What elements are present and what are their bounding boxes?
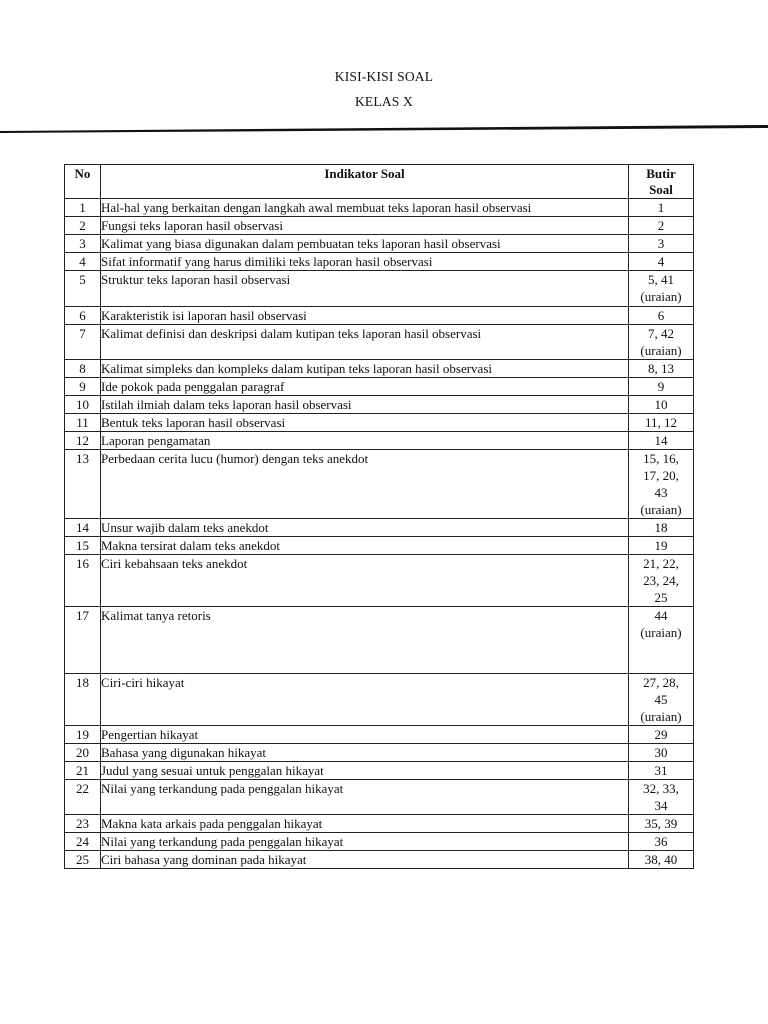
butir-line: 44 xyxy=(654,608,668,623)
indikator-cell: Struktur teks laporan hasil observasi xyxy=(101,271,629,307)
butir-cell xyxy=(629,307,694,325)
butir-cell xyxy=(629,450,694,519)
row-number: 8 xyxy=(65,360,101,378)
butir-line: 6 xyxy=(657,308,665,323)
indikator-cell: Laporan pengamatan xyxy=(101,432,629,450)
table-row xyxy=(65,851,694,869)
table-row xyxy=(65,432,694,450)
butir-cell xyxy=(629,235,694,253)
table-row xyxy=(65,726,694,744)
butir-line: 36 xyxy=(654,834,668,849)
table-row xyxy=(65,607,694,674)
butir-cell xyxy=(629,519,694,537)
butir-cell xyxy=(629,360,694,378)
row-number: 15 xyxy=(65,537,101,555)
indikator-cell: Judul yang sesuai untuk penggalan hikayat xyxy=(101,762,629,780)
butir-cell xyxy=(629,537,694,555)
indikator-cell: Nilai yang terkandung pada penggalan hikayat xyxy=(101,833,629,851)
row-number: 11 xyxy=(65,414,101,432)
indikator-cell: Kalimat tanya retoris xyxy=(101,607,629,674)
indikator-cell: Ciri kebahsaan teks anekdot xyxy=(101,555,629,607)
butir-cell xyxy=(629,674,694,726)
butir-cell xyxy=(629,325,694,360)
header-indikator: Indikator Soal xyxy=(101,165,629,199)
header-butir-line: Butir xyxy=(646,166,676,181)
table-row xyxy=(65,780,694,815)
butir-line: 5, 41 xyxy=(648,272,674,287)
butir-cell xyxy=(629,414,694,432)
row-number: 9 xyxy=(65,378,101,396)
butir-line: 18 xyxy=(654,520,668,535)
butir-line: 35, 39 xyxy=(644,816,678,831)
butir-line: 27, 28, xyxy=(643,675,679,690)
butir-line: (uraian) xyxy=(640,289,682,304)
table-row xyxy=(65,815,694,833)
row-number: 16 xyxy=(65,555,101,607)
row-number: 22 xyxy=(65,780,101,815)
table-row xyxy=(65,253,694,271)
header-divider xyxy=(0,125,768,137)
butir-cell xyxy=(629,253,694,271)
row-number: 6 xyxy=(65,307,101,325)
kisi-kisi-table xyxy=(64,164,694,869)
butir-cell xyxy=(629,271,694,307)
indikator-cell: Hal-hal yang berkaitan dengan langkah awal membuat teks laporan hasil observasi xyxy=(101,199,629,217)
butir-cell xyxy=(629,396,694,414)
butir-line: (uraian) xyxy=(640,343,682,358)
indikator-cell: Ide pokok pada penggalan paragraf xyxy=(101,378,629,396)
table-row xyxy=(65,674,694,726)
table-row xyxy=(65,396,694,414)
butir-cell xyxy=(629,555,694,607)
table-row xyxy=(65,217,694,235)
table-row xyxy=(65,414,694,432)
row-number: 12 xyxy=(65,432,101,450)
row-number: 14 xyxy=(65,519,101,537)
butir-line: 21, 22, xyxy=(643,556,679,571)
row-number: 18 xyxy=(65,674,101,726)
butir-line: (uraian) xyxy=(640,625,682,640)
butir-line: 8, 13 xyxy=(648,361,674,376)
row-number: 24 xyxy=(65,833,101,851)
table-row xyxy=(65,199,694,217)
butir-line: 9 xyxy=(657,379,665,394)
row-number: 21 xyxy=(65,762,101,780)
indikator-cell: Ciri-ciri hikayat xyxy=(101,674,629,726)
table-row xyxy=(65,762,694,780)
indikator-cell: Fungsi teks laporan hasil observasi xyxy=(101,217,629,235)
indikator-cell: Makna kata arkais pada penggalan hikayat xyxy=(101,815,629,833)
indikator-cell: Ciri bahasa yang dominan pada hikayat xyxy=(101,851,629,869)
butir-line: 10 xyxy=(654,397,668,412)
butir-cell xyxy=(629,833,694,851)
butir-line: 3 xyxy=(657,236,665,251)
butir-cell xyxy=(629,762,694,780)
row-number: 23 xyxy=(65,815,101,833)
butir-cell xyxy=(629,744,694,762)
butir-line: 23, 24, xyxy=(643,573,679,588)
butir-line: 14 xyxy=(654,433,668,448)
table-row xyxy=(65,235,694,253)
butir-line: 32, 33, xyxy=(643,781,679,796)
table-row xyxy=(65,271,694,307)
indikator-cell: Karakteristik isi laporan hasil observasi xyxy=(101,307,629,325)
indikator-cell: Kalimat definisi dan deskripsi dalam kutipan teks laporan hasil observasi xyxy=(101,325,629,360)
butir-cell xyxy=(629,378,694,396)
indikator-cell: Unsur wajib dalam teks anekdot xyxy=(101,519,629,537)
butir-line: (uraian) xyxy=(640,709,682,724)
table-row xyxy=(65,744,694,762)
butir-cell xyxy=(629,780,694,815)
butir-line: 29 xyxy=(654,727,668,742)
indikator-cell: Sifat informatif yang harus dimiliki teks laporan hasil observasi xyxy=(101,253,629,271)
indikator-cell: Istilah ilmiah dalam teks laporan hasil observasi xyxy=(101,396,629,414)
row-number: 25 xyxy=(65,851,101,869)
butir-cell xyxy=(629,726,694,744)
butir-line: 34 xyxy=(654,798,668,813)
row-number: 10 xyxy=(65,396,101,414)
butir-cell xyxy=(629,607,694,674)
row-number: 19 xyxy=(65,726,101,744)
butir-line: 31 xyxy=(654,763,668,778)
row-number: 5 xyxy=(65,271,101,307)
indikator-cell: Kalimat yang biasa digunakan dalam pembuatan teks laporan hasil observasi xyxy=(101,235,629,253)
indikator-cell: Kalimat simpleks dan kompleks dalam kutipan teks laporan hasil observasi xyxy=(101,360,629,378)
row-number: 13 xyxy=(65,450,101,519)
table-row xyxy=(65,519,694,537)
table-row xyxy=(65,450,694,519)
row-number: 2 xyxy=(65,217,101,235)
butir-cell xyxy=(629,432,694,450)
row-number: 7 xyxy=(65,325,101,360)
butir-line: 25 xyxy=(654,590,668,605)
indikator-cell: Bahasa yang digunakan hikayat xyxy=(101,744,629,762)
table-row xyxy=(65,325,694,360)
butir-line: 11, 12 xyxy=(644,415,678,430)
butir-line: 17, 20, xyxy=(643,468,679,483)
header-no: No xyxy=(65,165,101,199)
document-title: KISI-KISI SOAL xyxy=(334,69,434,84)
header-butir-line: Soal xyxy=(649,182,673,197)
butir-line: 15, 16, xyxy=(643,451,679,466)
table-row xyxy=(65,537,694,555)
butir-cell xyxy=(629,851,694,869)
butir-cell xyxy=(629,815,694,833)
row-number: 20 xyxy=(65,744,101,762)
table-row xyxy=(65,833,694,851)
row-number: 17 xyxy=(65,607,101,674)
butir-line: 4 xyxy=(657,254,665,269)
table-row xyxy=(65,307,694,325)
butir-line: 43 xyxy=(654,485,668,500)
butir-line: 1 xyxy=(657,200,665,215)
butir-line: 7, 42 xyxy=(648,326,674,341)
indikator-cell: Makna tersirat dalam teks anekdot xyxy=(101,537,629,555)
table-row xyxy=(65,360,694,378)
indikator-cell: Bentuk teks laporan hasil observasi xyxy=(101,414,629,432)
indikator-cell: Perbedaan cerita lucu (humor) dengan teks anekdot xyxy=(101,450,629,519)
butir-cell xyxy=(629,217,694,235)
row-number: 4 xyxy=(65,253,101,271)
row-number: 1 xyxy=(65,199,101,217)
row-number: 3 xyxy=(65,235,101,253)
butir-line: 2 xyxy=(657,218,665,233)
butir-line: (uraian) xyxy=(640,502,682,517)
header-butir xyxy=(629,165,694,199)
indikator-cell: Nilai yang terkandung pada penggalan hikayat xyxy=(101,780,629,815)
butir-line: 38, 40 xyxy=(644,852,678,867)
table-row xyxy=(65,555,694,607)
butir-line: 30 xyxy=(654,745,668,760)
butir-cell xyxy=(629,199,694,217)
indikator-cell: Pengertian hikayat xyxy=(101,726,629,744)
document-subtitle: KELAS X xyxy=(354,94,414,109)
table-header-row xyxy=(65,165,694,199)
butir-line: 19 xyxy=(654,538,668,553)
table-row xyxy=(65,378,694,396)
butir-line: 45 xyxy=(654,692,668,707)
